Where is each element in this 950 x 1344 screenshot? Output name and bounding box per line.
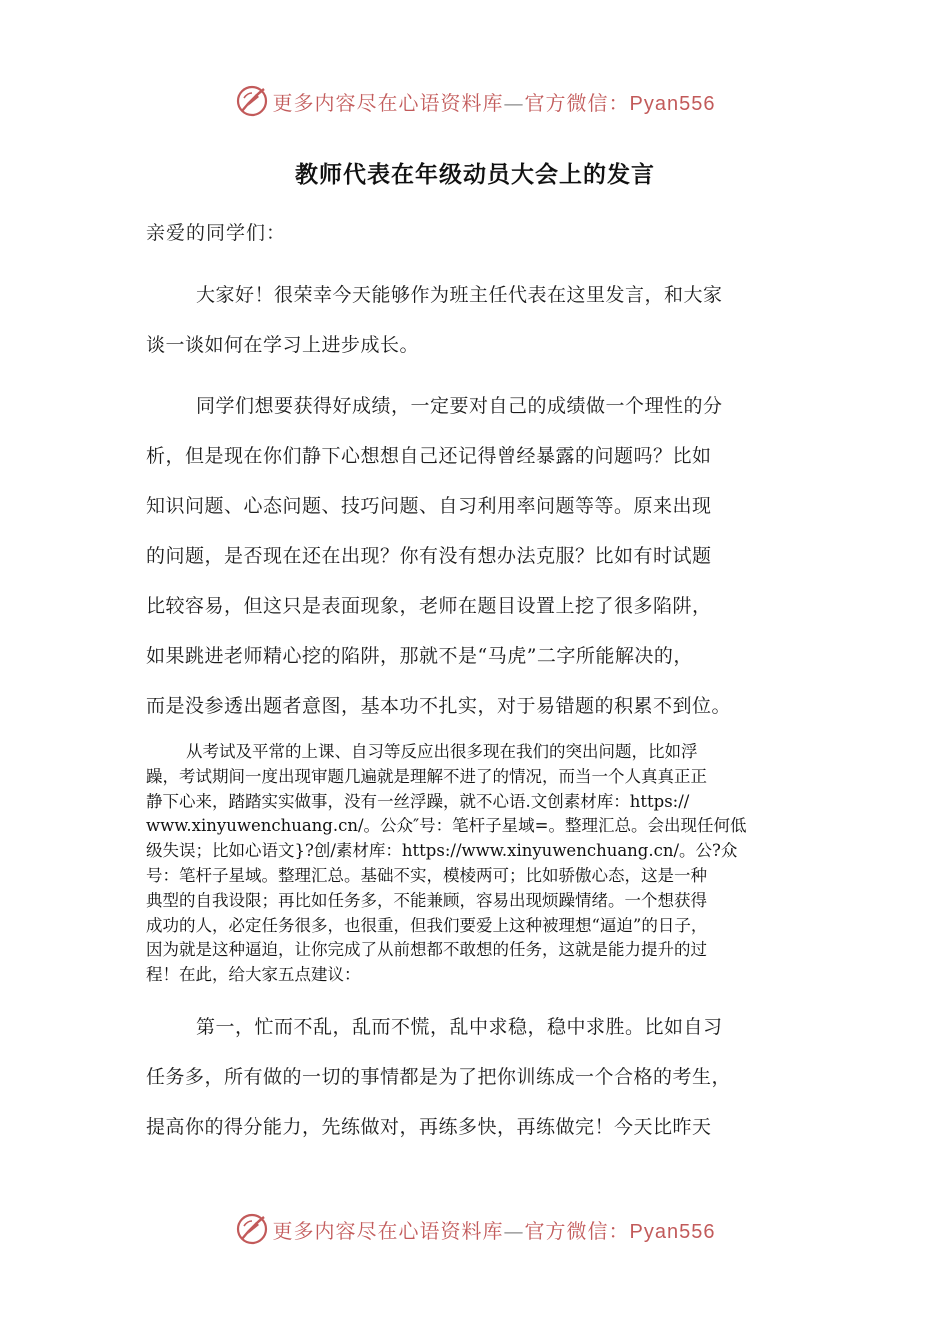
text-line: 比较容易，但这只是表面现象，老师在题目设置上挖了很多陷阱， xyxy=(146,595,712,617)
header-banner xyxy=(0,84,950,118)
text-line: 程！在此，给大家五点建议： xyxy=(146,965,361,985)
text-line: 因为就是这种逼迫，让你完成了从前想都不敢想的任务，这就是能力提升的过 xyxy=(146,940,707,960)
text-line: 躁，考试期间一度出现审题几遍就是理解不进了的情况，而当一个人真真正正 xyxy=(146,766,707,786)
quill-logo-icon xyxy=(235,84,269,118)
text-line: 的问题，是否现在还在出现？你有没有想办法克服？比如有时试题 xyxy=(146,545,712,567)
paragraph-3 xyxy=(146,740,806,988)
footer-banner-text: 更多内容尽在心语资料库—官方微信：Pyan556 xyxy=(272,1218,716,1243)
text-line: 而是没参透出题者意图，基本功不扎实，对于易错题的积累不到位。 xyxy=(146,695,732,717)
text-line: 任务多，所有做的一切的事情都是为了把你训练成一个合格的考生， xyxy=(146,1066,732,1088)
paragraph-1 xyxy=(146,270,806,370)
text-line: 提高你的得分能力，先练做对，再练多快，再练做完！今天比昨天 xyxy=(146,1116,712,1138)
paragraph-4 xyxy=(146,1002,806,1152)
document-title: 教师代表在年级动员大会上的发言 xyxy=(295,162,655,188)
text-line: 如果跳进老师精心挖的陷阱，那就不是“马虎”二字所能解决的， xyxy=(146,645,693,667)
text-line: 静下心来，踏踏实实做事，没有一丝浮躁，就不心语.文创素材库：https:// xyxy=(146,791,690,811)
text-line: 同学们想要获得好成绩，一定要对自己的成绩做一个理性的分 xyxy=(196,395,723,417)
text-line: 析，但是现在你们静下心想想自己还记得曾经暴露的问题吗？比如 xyxy=(146,445,712,467)
text-line: 级失误；比如心语文}?创/素材库：https://www.xinyuwenchuang.cn/。公?众 xyxy=(146,841,738,861)
text-line: 典型的自我设限；再比如任务多，不能兼顾，容易出现烦躁情绪。一个想获得 xyxy=(146,890,707,910)
greeting: 亲爱的同学们： xyxy=(146,222,287,244)
text-line: 谈一谈如何在学习上进步成长。 xyxy=(146,334,420,356)
text-line: 成功的人，必定任务很多，也很重，但我们要爱上这种被理想“逼迫”的日子， xyxy=(146,915,708,935)
footer-banner xyxy=(0,1212,950,1246)
header-banner-text: 更多内容尽在心语资料库—官方微信：Pyan556 xyxy=(272,90,716,115)
text-line: 大家好！很荣幸今天能够作为班主任代表在这里发言，和大家 xyxy=(196,284,723,306)
paragraph-2 xyxy=(146,381,806,731)
quill-logo-icon xyxy=(235,1212,269,1246)
text-line: 号：笔杆子星域。整理汇总。基础不实，模棱两可；比如骄傲心态，这是一种 xyxy=(146,865,707,885)
text-line: www.xinyuwenchuang.cn/。公众″号：笔杆子星域=。整理汇总。会出现任何低 xyxy=(146,816,747,836)
text-line: 从考试及平常的上课、自习等反应出很多现在我们的突出问题，比如浮 xyxy=(186,742,698,761)
text-line: 知识问题、心态问题、技巧问题、自习利用率问题等等。原来出现 xyxy=(146,495,712,517)
text-line: 第一，忙而不乱，乱而不慌，乱中求稳，稳中求胜。比如自习 xyxy=(196,1016,723,1038)
